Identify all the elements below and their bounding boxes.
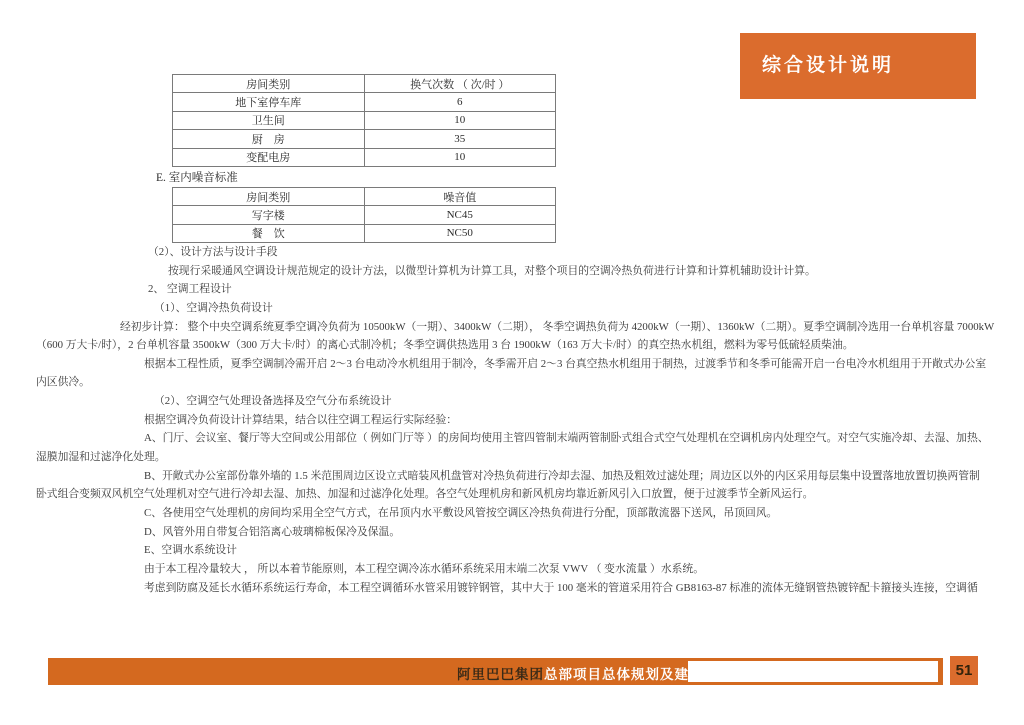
paragraph-line: 经初步计算： 整个中央空调系统夏季空调冷负荷为 10500kW（一期）、3400kW（二期）， 冬季空调热负荷为 4200kW（一期）、1360kW（二期）。夏季空调制冷选用一台单机容量 7000kW xyxy=(120,320,995,333)
paragraph-line: 内区供冷。 xyxy=(36,376,90,389)
paragraph-line: C、各使用空气处理机的房间均采用全空气方式，在吊顶内水平敷设风管按空调区冷热负荷进行分配，顶部散流器下送风，吊顶回风。 xyxy=(144,506,778,519)
paragraph-line: A、门厅、会议室、餐厅等大空间或公用部位（ 例如门厅等 ）的房间均使用主管四管制末端两管制卧式组合式空气处理机在空调机房内处理空气。对空气实施冷却、去湿、加热、 xyxy=(144,432,989,445)
table-row xyxy=(173,93,556,111)
table-row xyxy=(173,148,556,166)
paragraph-line: 卧式组合变频双风机空气处理机对空气进行冷却去湿、加热、加湿和过滤净化处理。各空气处理机房和新风机房均靠近新风引入口放置，便于过渡季节全新风运行。 xyxy=(36,488,814,501)
value-cell: NC45 xyxy=(364,206,556,224)
paragraph-line: （600 万大卡/时），2 台单机容量 3500kW（300 万大卡/时）的离心式制冷机；冬季空调供热选用 3 台 1900kW（163 万大卡/时）的真空热水机组，燃料为零号低硫轻质柴油。 xyxy=(36,339,854,352)
room-type-cell: 变配电房 xyxy=(173,148,365,166)
paragraph-line: 考虑到防腐及延长水循环系统运行寿命，本工程空调循环水管采用镀锌钢管，其中大于 100 毫米的管道采用符合 GB8163-87 标准的流体无缝钢管热镀锌配卡箍接头连接，空调循 xyxy=(144,581,978,594)
paragraph-line: B、开敞式办公室部份靠外墙的 1.5 米范围周边区设立式暗装风机盘管对冷热负荷进行冷却去湿、加热及粗效过滤处理；周边区以外的内区采用每层集中设置落地放置切换两管制 xyxy=(144,469,980,482)
room-type-cell: 地下室停车库 xyxy=(173,93,365,111)
value-cell: 35 xyxy=(364,130,556,148)
table-row xyxy=(173,111,556,129)
paragraph-line: 由于本工程冷量较大 ， 所以本着节能原则，本工程空调冷冻水循环系统采用末端二次泵 VWV （ 变水流量 ）水系统。 xyxy=(144,562,705,575)
page-number: 51 xyxy=(955,662,973,679)
value-cell: 10 xyxy=(364,148,556,166)
footer-project-name: 总部项目总体规划及建筑方案设计 xyxy=(544,667,762,682)
table-row xyxy=(173,224,556,242)
paragraph-line: 根据本工程性质，夏季空调制冷需开启 2～3 台电动冷水机组用于制冷，冬季需开启 2～3 台真空热水机组用于制热，过渡季节和冬季可能需开启一台电冷水机组用于开敞式办公室 xyxy=(144,357,987,370)
footer-bar xyxy=(48,658,943,685)
subheading: 2、 空调工程设计 xyxy=(148,283,232,296)
subheading: （2）、设计方法与设计手段 xyxy=(148,246,278,258)
subheading: E、空调水系统设计 xyxy=(144,544,237,557)
paragraph-line: 根据空调冷负荷设计计算结果，结合以往空调工程运行实际经验： xyxy=(144,413,458,426)
paragraph-line: 湿膜加湿和过滤净化处理。 xyxy=(36,451,166,464)
table-header-row xyxy=(173,188,556,206)
room-type-cell: 厨 房 xyxy=(173,130,365,148)
body-text xyxy=(36,243,1016,597)
noise-standard-label: E. 室内噪音标准 xyxy=(156,172,238,184)
footer-company-name: 阿里巴巴集团 xyxy=(457,667,544,682)
column-header: 房间类别 xyxy=(173,75,365,93)
table-header-row xyxy=(173,75,556,93)
section-title-box xyxy=(740,33,976,99)
value-cell: 6 xyxy=(364,93,556,111)
table-row xyxy=(173,206,556,224)
footer-project-title xyxy=(457,663,762,683)
value-cell: 10 xyxy=(364,111,556,129)
value-cell: NC50 xyxy=(364,224,556,242)
column-header: 房间类别 xyxy=(173,188,365,206)
table-row xyxy=(173,130,556,148)
ventilation-table xyxy=(172,74,556,167)
paragraph-line: D、风管外用自带复合铝箔离心玻璃棉板保冷及保温。 xyxy=(144,525,401,538)
paragraph-line: 按现行采暖通风空调设计规范规定的设计方法，以微型计算机为计算工具，对整个项目的空调冷热负荷进行计算和计算机辅助设计计算。 xyxy=(168,264,816,277)
subheading: （1）、空调冷热负荷设计 xyxy=(154,301,273,314)
column-header: 噪音值 xyxy=(364,188,556,206)
column-header: 换气次数 （ 次/时 ） xyxy=(364,75,556,93)
room-type-cell: 餐 饮 xyxy=(173,224,365,242)
room-type-cell: 写字楼 xyxy=(173,206,365,224)
room-type-cell: 卫生间 xyxy=(173,111,365,129)
noise-table xyxy=(172,187,556,243)
page-title: 综合设计说明 xyxy=(762,55,895,76)
subheading: （2）、空调空气处理设备选择及空气分布系统设计 xyxy=(154,395,392,408)
page-number-badge xyxy=(950,656,978,685)
